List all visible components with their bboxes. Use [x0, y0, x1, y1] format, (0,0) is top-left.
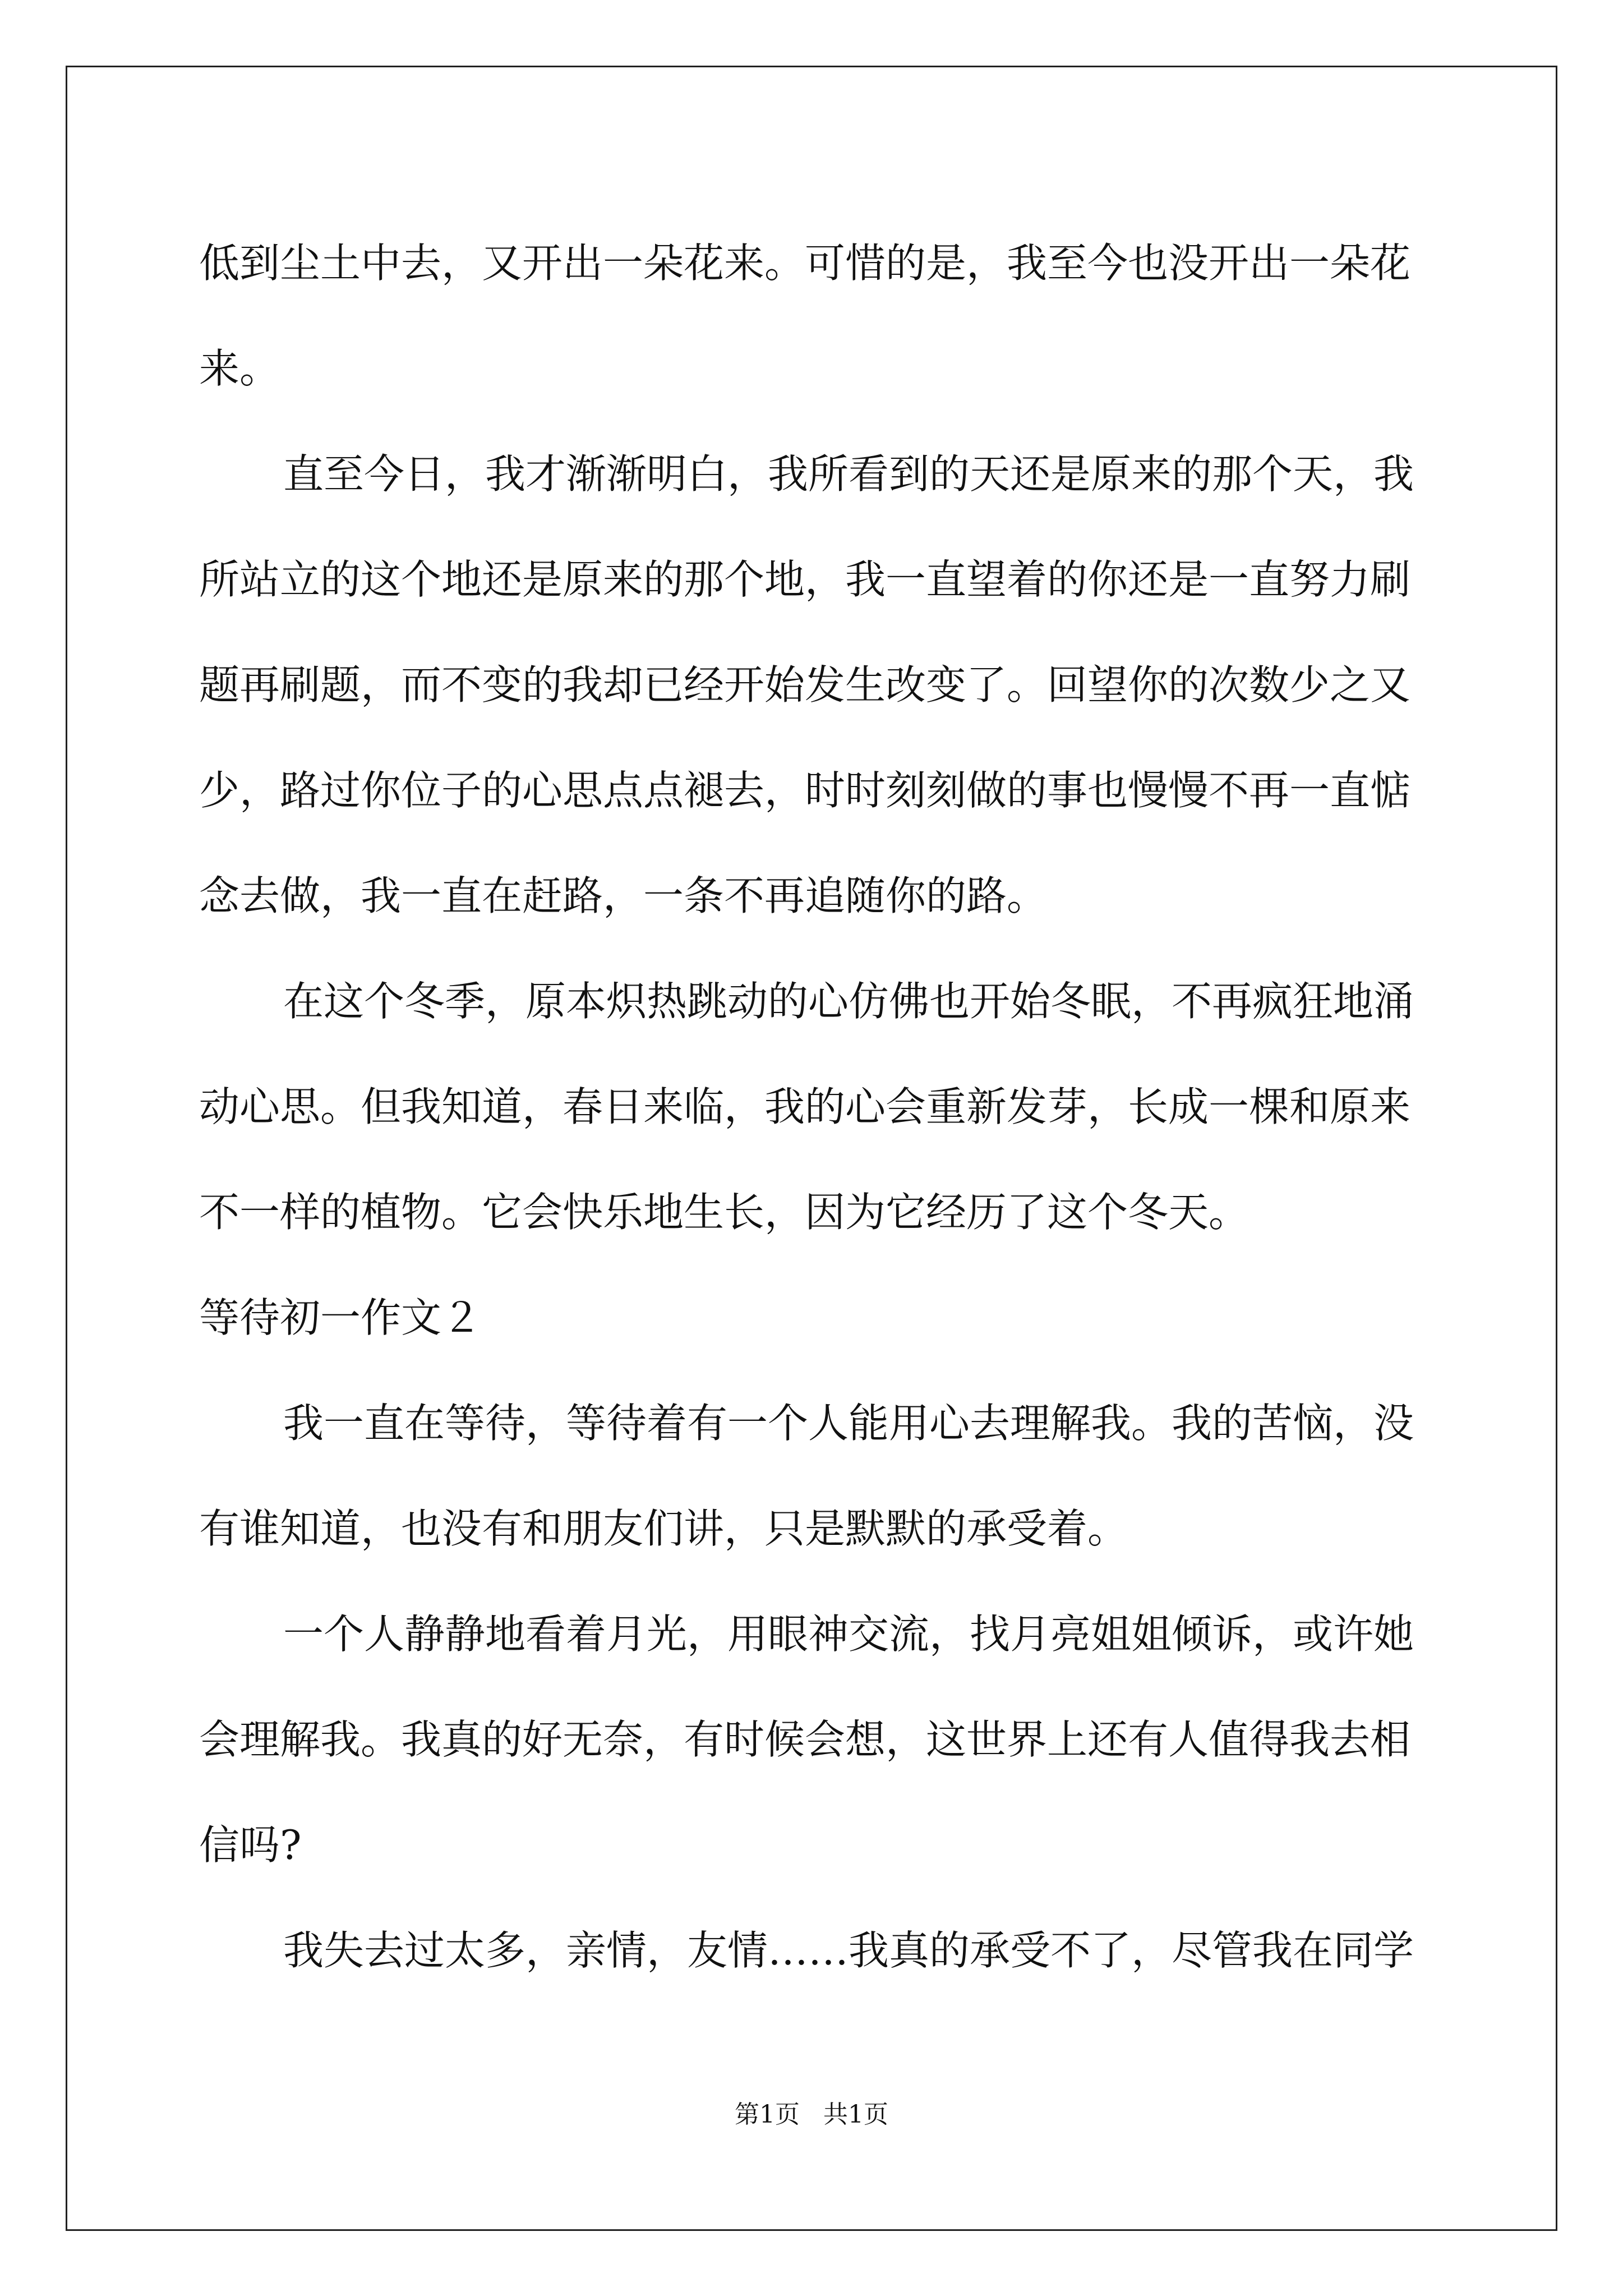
- text-line: 题再刷题，而不变的我却已经开始发生改变了。回望你的次数少之又: [199, 661, 1411, 708]
- text-line: 不一样的植物。它会快乐地生长，因为它经历了这个冬天。: [199, 1189, 1249, 1236]
- text-line: 一个人静静地看着月光，用眼神交流，找月亮姐姐倾诉，或许她: [283, 1611, 1414, 1658]
- text-line: 我一直在等待，等待着有一个人能用心去理解我。我的苦恼，没: [283, 1400, 1414, 1447]
- text-line: 动心思。但我知道，春日来临，我的心会重新发芽，长成一棵和原来: [199, 1083, 1411, 1130]
- section-heading: 等待初一作文２: [199, 1294, 482, 1341]
- text-line: 低到尘土中去，又开出一朵花来。可惜的是，我至今也没开出一朵花: [199, 240, 1411, 287]
- text-line: 所站立的这个地还是原来的那个地，我一直望着的你还是一直努力刷: [199, 556, 1411, 603]
- page-number: 第1页 共1页: [735, 2100, 888, 2129]
- text-line: 在这个冬季，原本炽热跳动的心仿佛也开始冬眠，不再疯狂地涌: [283, 978, 1414, 1025]
- text-line: 我失去过太多，亲情，友情……我真的承受不了，尽管我在同学: [283, 1927, 1414, 1974]
- text-line: 直至今日，我才渐渐明白，我所看到的天还是原来的那个天，我: [283, 450, 1414, 498]
- text-line: 有谁知道，也没有和朋友们讲，只是默默的承受着。: [199, 1505, 1128, 1552]
- text-line: 来。: [199, 345, 280, 392]
- text-line: 会理解我。我真的好无奈，有时候会想，这世界上还有人值得我去相: [199, 1716, 1411, 1763]
- document-body: [199, 210, 1433, 2003]
- text-line: 信吗?: [199, 1821, 302, 1869]
- text-line: 念去做，我一直在赶路，一条不再追随你的路。: [199, 872, 1048, 919]
- text-line: 少，路过你位子的心思点点褪去，时时刻刻做的事也慢慢不再一直惦: [199, 767, 1411, 814]
